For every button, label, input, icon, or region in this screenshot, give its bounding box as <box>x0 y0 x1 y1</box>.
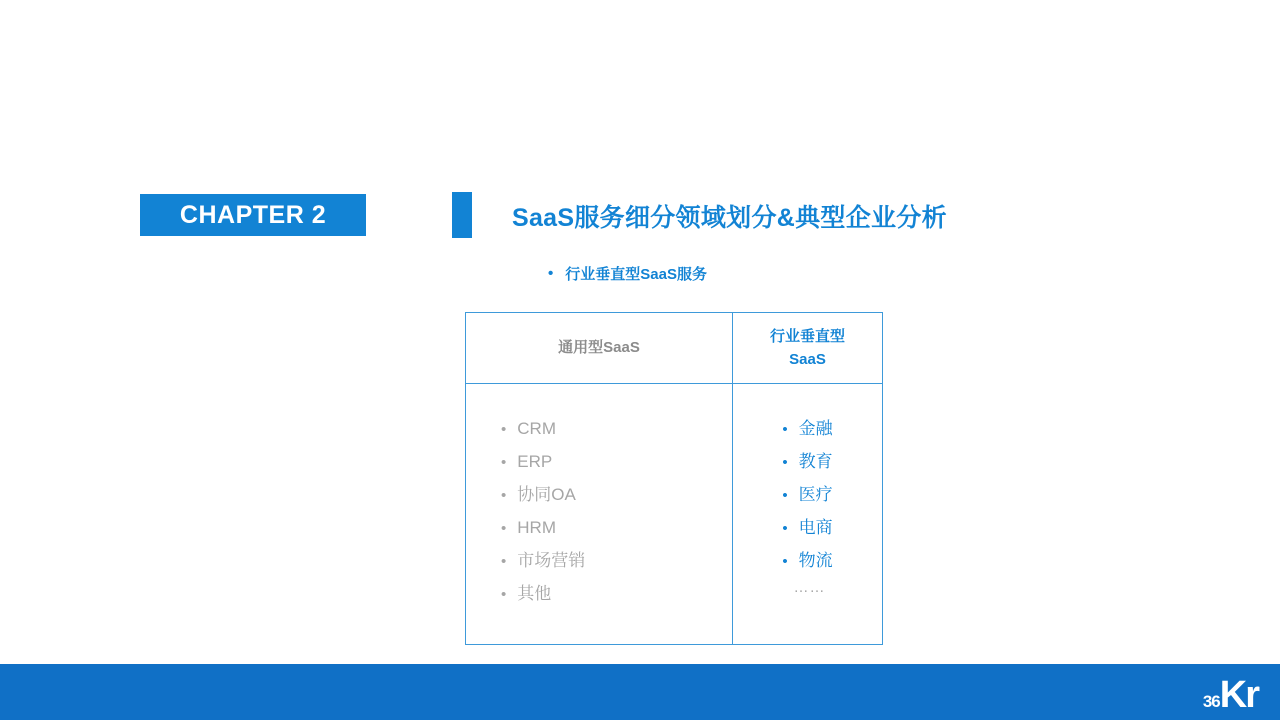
chapter-label: CHAPTER 2 <box>179 200 327 229</box>
brand-logo <box>1203 676 1258 714</box>
bullet-icon: • <box>501 454 507 471</box>
list-item <box>501 412 732 445</box>
footer-bar <box>0 664 1280 720</box>
list-item-label: 教育 <box>798 452 833 471</box>
bullet-icon: • <box>501 553 507 570</box>
list-more-indicator: …… <box>793 579 826 596</box>
list-item-label: 协同OA <box>517 485 576 504</box>
subtitle <box>548 263 707 284</box>
list-item <box>501 577 732 610</box>
list-item-label: 市场营销 <box>517 551 586 570</box>
bullet-icon: • <box>782 487 788 504</box>
bullet-icon: • <box>501 487 507 504</box>
column-header-generic: 通用型SaaS <box>558 339 640 357</box>
bullet-icon: • <box>782 553 788 570</box>
table-column-vertical-header <box>733 313 882 383</box>
page-title: SaaS服务细分领域划分&典型企业分析 <box>512 204 947 232</box>
subtitle-label: 行业垂直型SaaS服务 <box>565 266 707 283</box>
title-accent-bar <box>452 192 472 238</box>
comparison-table <box>465 312 883 645</box>
bullet-icon: • <box>501 520 507 537</box>
column-header-vertical-line1: 行业垂直型 <box>769 327 845 345</box>
chapter-badge <box>140 194 366 236</box>
list-item <box>782 544 832 577</box>
logo-number: 36 <box>1202 692 1220 711</box>
bullet-icon: • <box>782 520 788 537</box>
logo-text: Kr <box>1219 674 1258 716</box>
list-item-label: 电商 <box>798 518 833 537</box>
bullet-icon: • <box>782 421 788 438</box>
bullet-icon: • <box>501 586 507 603</box>
list-item-label: 其他 <box>517 584 552 603</box>
list-item <box>782 511 832 544</box>
list-item-label: CRM <box>517 419 556 438</box>
column-header-vertical-line2: SaaS <box>789 351 826 368</box>
list-item-label: ERP <box>517 452 553 471</box>
list-item-label: HRM <box>517 518 556 537</box>
list-item <box>501 478 732 511</box>
list-item <box>501 445 732 478</box>
bullet-icon: • <box>501 421 507 438</box>
table-column-generic-header <box>466 313 733 383</box>
list-item-label: 金融 <box>798 419 833 438</box>
generic-saas-list <box>466 384 732 644</box>
table-header-row <box>466 313 882 384</box>
list-item <box>782 478 832 511</box>
column-header-vertical <box>733 313 882 383</box>
table-body-row <box>466 384 882 644</box>
table-cell-vertical <box>733 384 882 644</box>
vertical-saas-list <box>733 384 882 644</box>
list-item <box>782 412 832 445</box>
table-cell-generic <box>466 384 733 644</box>
bullet-icon: • <box>548 265 554 282</box>
bullet-icon: • <box>782 454 788 471</box>
list-item-label: 医疗 <box>798 485 833 504</box>
list-item <box>501 544 732 577</box>
list-item <box>782 445 832 478</box>
list-item-label: 物流 <box>798 551 833 570</box>
list-item <box>501 511 732 544</box>
